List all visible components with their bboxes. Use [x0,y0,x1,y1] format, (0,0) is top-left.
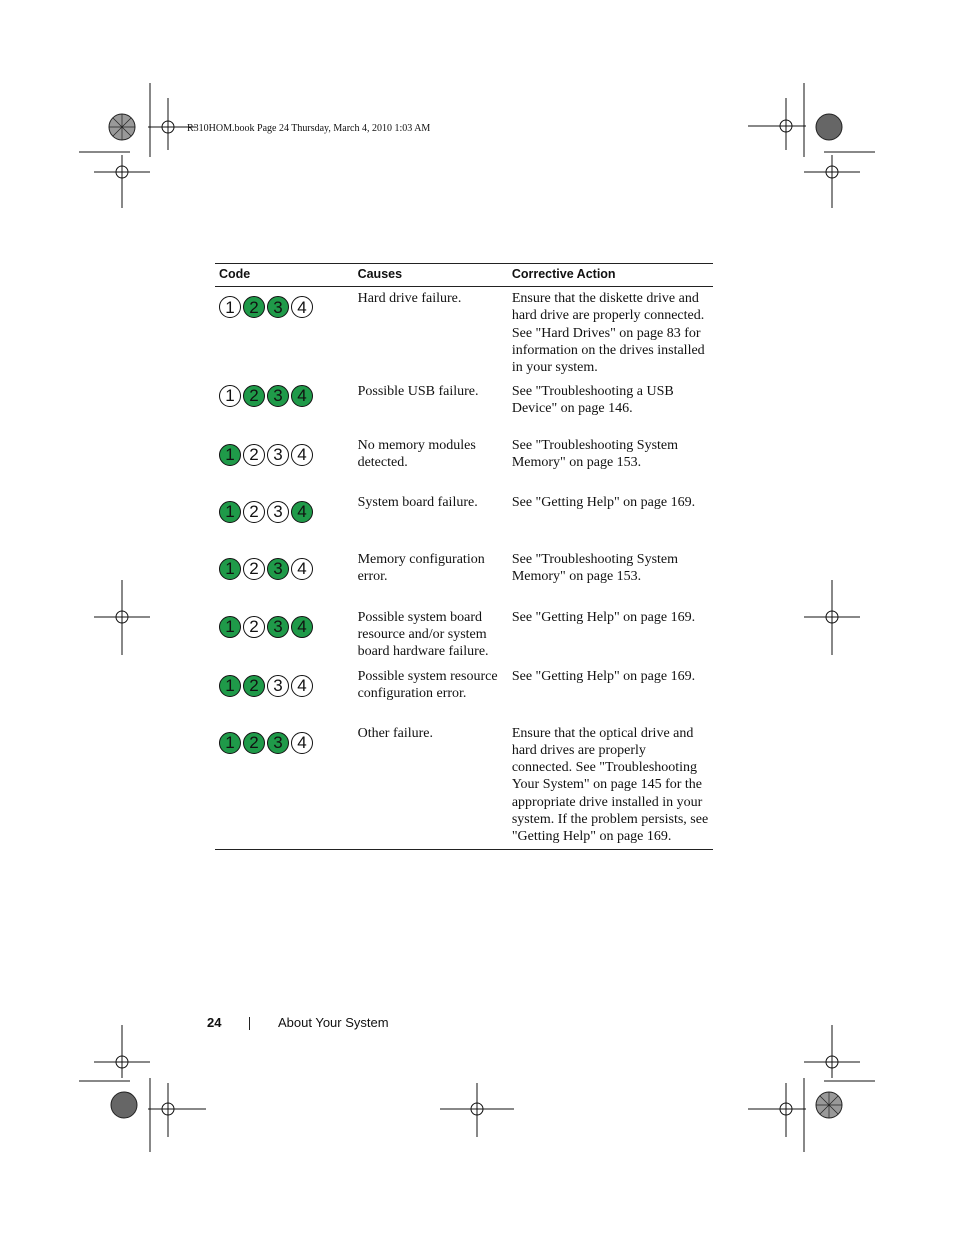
code-cell [215,494,354,551]
diagnostic-light-2-off: 2 [243,444,265,466]
action-cell: See "Troubleshooting System Memory" on page 153. [511,437,679,470]
diagnostic-lights [219,501,350,523]
cause-cell: Possible USB failure. [357,383,479,399]
table-row [215,609,713,668]
diagnostic-light-4-on: 4 [291,501,313,523]
column-header-corrective-action: Corrective Action [508,264,713,287]
diagnostic-light-3-off: 3 [267,675,289,697]
table-row [215,437,713,494]
diagnostic-light-1-on: 1 [219,732,241,754]
cause-cell: Possible system resource configuration error. [357,668,498,701]
diagnostic-lights [219,444,350,466]
diagnostic-light-3-on: 3 [267,385,289,407]
print-header: R310HOM.book Page 24 Thursday, March 4, 2010 1:03 AM [187,123,431,134]
diagnostic-codes-table [215,263,713,850]
cause-cell: Hard drive failure. [357,291,462,306]
code-cell [215,287,354,380]
footer-divider [249,1017,250,1030]
action-cell: See "Getting Help" on page 169. [511,494,696,510]
action-cell: See "Troubleshooting a USB Device" on page 146. [511,383,674,416]
code-cell [215,668,354,725]
diagnostic-light-1-on: 1 [219,501,241,523]
code-cell [215,725,354,850]
diagnostic-light-4-off: 4 [291,732,313,754]
code-cell [215,380,354,437]
code-cell [215,437,354,494]
action-cell: See "Troubleshooting System Memory" on page 153. [511,551,679,584]
diagnostic-lights [219,558,350,580]
action-cell: Ensure that the diskette drive and hard drive are properly connected. See "Hard Drives" on page 83 for information on the drives installed in your system. [511,291,705,376]
diagnostic-light-4-off: 4 [291,444,313,466]
cause-cell: Memory configuration error. [357,551,485,584]
diagnostic-light-3-on: 3 [267,616,289,638]
code-cell [215,551,354,609]
diagnostic-light-3-on: 3 [267,296,289,318]
diagnostic-light-3-off: 3 [267,501,289,523]
table-row [215,725,713,850]
diagnostic-light-4-off: 4 [291,675,313,697]
table-row [215,380,713,437]
table-row [215,668,713,725]
diagnostic-light-2-off: 2 [243,616,265,638]
diagnostic-light-3-on: 3 [267,558,289,580]
diagnostic-lights [219,675,350,697]
code-cell [215,609,354,668]
diagnostic-light-4-off: 4 [291,558,313,580]
column-header-code: Code [215,264,354,287]
diagnostic-light-2-off: 2 [243,558,265,580]
cause-cell: Other failure. [354,725,508,850]
diagnostic-lights [219,385,350,407]
diagnostic-light-4-on: 4 [291,385,313,407]
cause-cell: Possible system board resource and/or system board hardware failure. [357,609,489,660]
diagnostic-light-2-off: 2 [243,501,265,523]
diagnostic-lights [219,732,350,754]
diagnostic-lights [219,616,350,638]
action-cell: See "Getting Help" on page 169. [511,668,696,684]
diagnostic-light-1-on: 1 [219,444,241,466]
action-cell: See "Getting Help" on page 169. [511,609,696,625]
table-row [215,551,713,609]
cause-cell: No memory modules detected. [357,437,476,470]
diagnostic-light-2-on: 2 [243,385,265,407]
diagnostic-light-1-on: 1 [219,558,241,580]
page-number: 24 [207,1015,222,1030]
footer-section-title: About Your System [278,1015,389,1030]
diagnostic-light-1-off: 1 [219,296,241,318]
action-cell: Ensure that the optical drive and hard drives are properly connected. See "Troubleshooting Your System" on page 145 for the appropriate drive installed in your system. If the problem persists, see "Getting Help" on page 169. [508,725,713,850]
diagnostic-light-2-on: 2 [243,296,265,318]
diagnostic-light-1-off: 1 [219,385,241,407]
diagnostic-light-3-on: 3 [267,732,289,754]
diagnostic-light-4-off: 4 [291,296,313,318]
diagnostic-light-1-on: 1 [219,675,241,697]
table-row [215,287,713,380]
table-row [215,494,713,551]
cause-cell: System board failure. [357,494,478,510]
diagnostic-light-3-off: 3 [267,444,289,466]
diagnostic-light-2-on: 2 [243,675,265,697]
diagnostic-light-1-on: 1 [219,616,241,638]
table-header-row [215,264,713,287]
diagnostic-light-4-on: 4 [291,616,313,638]
diagnostic-light-2-on: 2 [243,732,265,754]
diagnostic-lights [219,296,350,318]
column-header-causes: Causes [354,264,508,287]
